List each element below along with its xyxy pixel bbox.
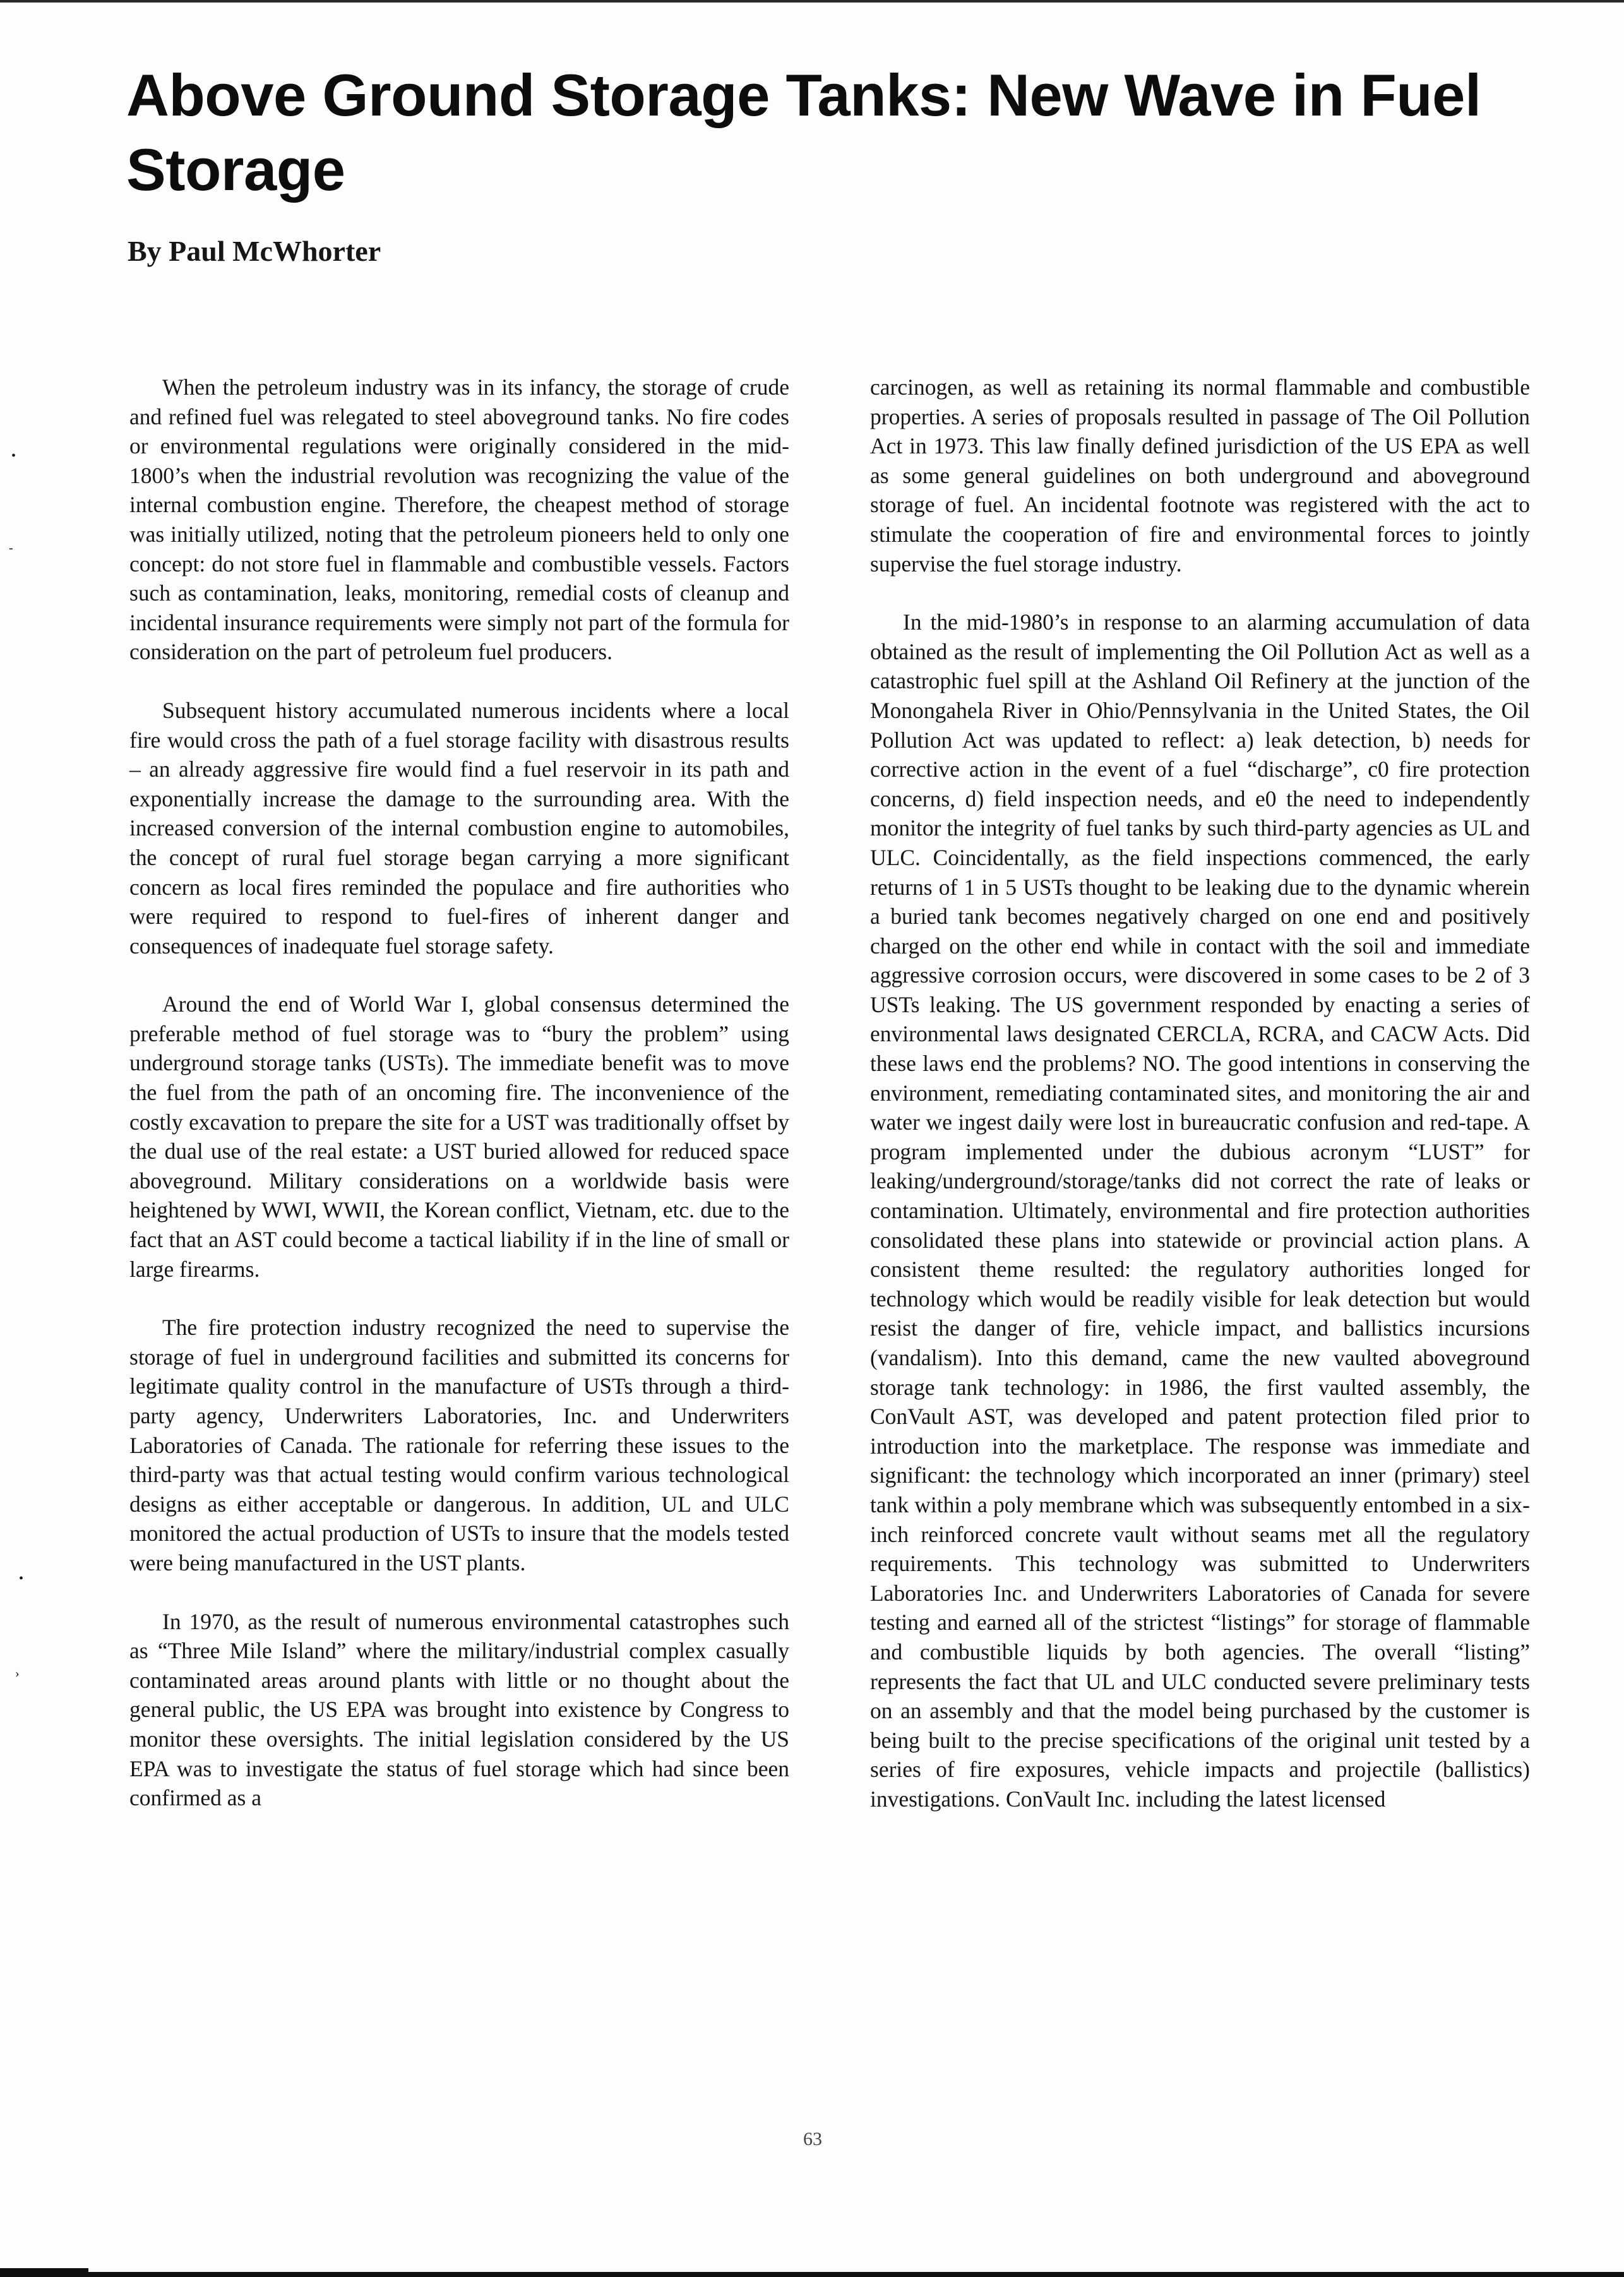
article-title: Above Ground Storage Tanks: New Wave in Fuel Storage [126,62,1481,203]
paragraph: carcinogen, as well as retaining its normal flammable and combustible properties. A series of proposals resulted in passage of The Oil Pollution Act in 1973. This law finally defined jurisdiction of the US EPA as well as some general guidelines on both underground and aboveground storage of fuel. An incidental footnote was registered with the act to stimulate the cooperation of fire and environmental forces to jointly supervise the fuel storage industry. [870,374,1530,577]
page-top-edge [0,0,1624,3]
margin-mark: › [15,1666,20,1680]
left-column [129,373,789,1842]
margin-mark: • [19,1572,24,1586]
paragraph: In the mid-1980’s in response to an alarming accumulation of data obtained as the result of implementing the Oil Pollution Act as well as a catastrophic fuel spill at the Ashland Oil Refinery at the junction of the Monongahela River in Ohio/Pennsylvania in the United States, the Oil Pollution Act was updated to reflect: a) leak detection, b) needs for corrective action in the event of a fuel “discharge”, c0 fire protection concerns, d) field inspection needs, and e0 the need to independently monitor the integrity of fuel tanks by such third-party agencies as UL and ULC. Coincidentally, as the field inspections commenced, the early returns of 1 in 5 USTs thought to be leaking due to the dynamic wherein a buried tank becomes negatively charged on one end and positively charged on the other end while in contact with the soil and immediate aggressive corrosion occurs, were discovered in some cases to be 2 of 3 USTs leaking. The US government responded by enacting a series of environmental laws designated CERCLA, RCRA, and CACW Acts. Did these laws end the problems? NO. The good intentions in conserving the environment, remediating contaminated sites, and monitoring the air and water we ingest daily were lost in bureaucratic confusion and red-tape. A program implemented under the dubious acronym “LUST” for leaking/underground/storage/tanks did not correct the rate of leaks or contamination. Ultimately, environmental and fire protection authorities consolidated these plans into statewide or provincial action plans. A consistent theme resulted: the regulatory authorities longed for technology which would be readily visible for leak detection but would resist the danger of fire, vehicle impact, and ballistics incursions (vandalism). Into this demand, came the new vaulted aboveground storage tank technology: in 1986, the first vaulted assembly, the ConVault AST, was developed and patent protection filed prior to introduction into the marketplace. The response was immediate and significant: the technology which incorporated an inner (primary) steel tank within a poly membrane which was subsequently entombed in a six-inch reinforced concrete vault without seams met all the regulatory requirements. This technology was submitted to Underwriters Laboratories Inc. and Underwriters Laboratories of Canada for severe testing and earned all of the strictest “listings” for storage of flammable and combustible liquids by both agencies. The overall “listing” represents the fact that UL and ULC conducted severe preliminary tests on an assembly and that the model being purchased by the customer is being built to the precise specifications of the original unit tested by a series of fire exposures, vehicle impacts and projectile (ballistics) investigations. ConVault Inc. including the latest licensed [870,609,1530,1812]
margin-mark: • [11,449,16,463]
article-byline: By Paul McWhorter [128,235,381,267]
page-number: 63 [803,2129,822,2149]
paragraph: Around the end of World War I, global consensus determined the preferable method of fuel storage was to “bury the problem” using underground storage tanks (USTs). The immediate benefit was to move the fuel from the path of an oncoming fire. The inconvenience of the costly excavation to prepare the site for a UST was traditionally offset by the dual use of the real estate: a UST buried allowed for reduced space aboveground. Military considerations on a worldwide basis were heightened by WWI, WWII, the Korean conflict, Vietnam, etc. due to the fact that an AST could become a tactical liability if in the line of small or large firearms. [129,991,789,1282]
margin-mark: - [9,541,13,555]
paragraph: When the petroleum industry was in its infancy, the storage of crude and refined fuel was relegated to steel aboveground tanks. No fire codes or environmental regulations were originally considered in the mid-1800’s when the industrial revolution was recognizing the value of the internal combustion engine. Therefore, the cheapest method of storage was initially utilized, noting that the petroleum pioneers held to only one concept: do not store fuel in flammable and combustible vessels. Factors such as contamination, leaks, monitoring, remedial costs of cleanup and incidental insurance requirements were simply not part of the formula for consideration on the part of petroleum fuel producers. [129,374,789,665]
paragraph: The fire protection industry recognized the need to supervise the storage of fuel in underground facilities and submitted its concerns for legitimate quality control in the manufacture of USTs through a third-party agency, Underwriters Laboratories, Inc. and Underwriters Laboratories of Canada. The rationale for referring these issues to the third-party was that actual testing would confirm various technological designs as either acceptable or dangerous. In addition, UL and ULC monitored the actual production of USTs to insure that the models tested were being manufactured in the UST plants. [129,1315,789,1575]
page-bottom-edge [0,2272,1624,2277]
paragraph: In 1970, as the result of numerous environmental catastrophes such as “Three Mile Island” where the military/industrial complex casually contaminated areas around plants with little or no thought about the general public, the US EPA was brought into existence by Congress to monitor these oversights. The initial legislation considered by the US EPA was to investigate the status of fuel storage which had since been confirmed as a [129,1608,789,1811]
paragraph: Subsequent history accumulated numerous incidents where a local fire would cross the path of a fuel storage facility with disastrous results – an already aggressive fire would find a fuel reservoir in its path and exponentially increase the damage to the surrounding area. With the increased conversion of the internal combustion engine to automobiles, the concept of rural fuel storage began carrying a more significant concern as local fires reminded the populace and fire authorities who were required to respond to fuel-fires of inherent danger and consequences of inadequate fuel storage safety. [129,697,789,959]
right-column [870,373,1530,1843]
